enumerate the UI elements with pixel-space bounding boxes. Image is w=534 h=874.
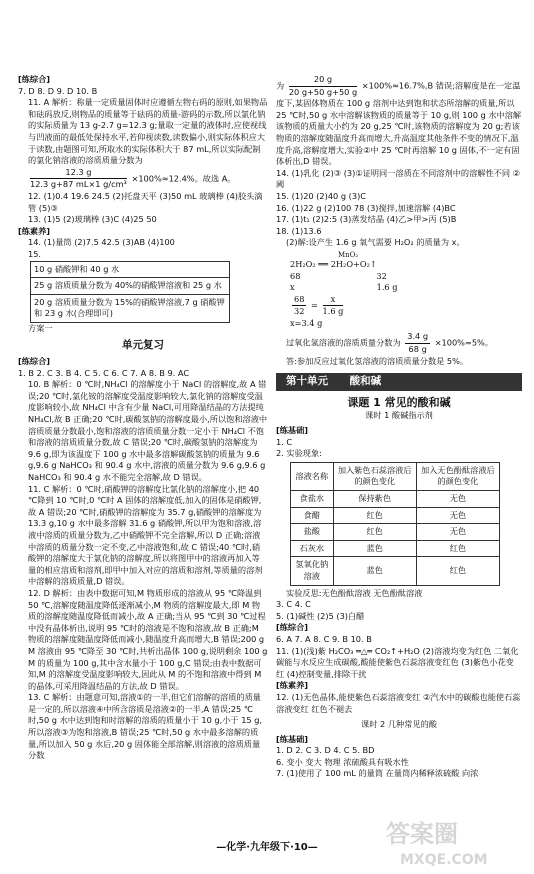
unit-number: 第十单元 bbox=[286, 375, 328, 388]
fraction: $\frac{3.4 g}{68 g}$ bbox=[407, 331, 429, 355]
answer-line: 实验反思:无色酚酞溶液 无色酚酞溶液 bbox=[286, 587, 423, 598]
svg-text:答案圈: 答案圈 bbox=[386, 820, 458, 848]
answer-paragraph: 10. B 解析：0 ℃时,NH₄Cl 的溶解度小于 NaCl 的溶解度,故 A 错误;20 ℃时,氯化铵的溶解度受温度影响较大,氯化钠的溶解度受温度影响较小,故 NH₄Cl 中含有少量 NaCl,可用降温结晶的方法提纯 NH₄Cl,故 B 正确;20 ℃时,碳酸氢钠的溶解度最小,所以饱和溶液中溶质质量分数最小,饱和溶液的溶质质量分数一定小于 NH₄Cl 不饱和溶液的溶质质量分数,故 C 错误;20 ℃时,碳酸氢钠的溶解度为 9.6 g,即为该温度下 100 g 水中最多溶解碳酸氢钠的质量为 9.6 g,9.6 g NaHCO₃ 和 90.4 g 水中,溶液的质量分数为 9.6 g,9.6 g NaHCO₃ 和 90.4 g 水不能完全溶解,故 D 错误。 bbox=[28, 379, 268, 482]
section-tag-basic: [练基础] bbox=[276, 425, 309, 436]
table-header: 加入无色酚酞溶液后的颜色变化 bbox=[416, 462, 499, 490]
equation-masses: 68 32 bbox=[290, 270, 387, 281]
table-cell: 25 g 溶质质量分数为 40%的硝酸钾溶液和 25 g 水 bbox=[31, 278, 230, 295]
answer-line: 答:参加反应过氧化氢溶液的溶质质量分数是 5%。 bbox=[286, 355, 469, 366]
solution-plan-table bbox=[30, 261, 230, 323]
answer-paragraph: 13. C 解析：由题意可知,溶液①的一半,但它们溶解的溶质的质量是一定的,所以溶液④中所含溶质是溶液②的一半,A 错误;25 ℃时,50 g 水中达到饱和时溶解的溶质的质量小于 10 g,小于 15 g,所以溶液③为饱和溶液,B 错误;25 ℃时,50 g 水中最多溶解的质量,所以加入 50 g 水后,20 g 固体能全部溶解,则溶液的溶质质量分数 bbox=[28, 692, 263, 761]
answer-line: 6. A 7. A 8. C 9. B 10. B bbox=[276, 633, 372, 644]
lesson-subtitle-2: 课时 2 几种常见的酸 bbox=[361, 719, 437, 730]
answer-line: 1. B 2. C 3. B 4. C 5. C 6. C 7. A 8. B 9. AC bbox=[18, 367, 190, 378]
answer-line: 14. (1)乳化 (2)③ (3)①证明同一溶质在不同溶剂中的溶解性不同 ②阈 bbox=[276, 167, 520, 190]
answer-line: 2. 实验现象: bbox=[276, 448, 322, 459]
plan-label: 方案一 bbox=[28, 322, 53, 333]
answer-line: 5. (1)碱性 (2)5 (3)白醋 bbox=[276, 610, 365, 621]
unit-title: 酸和碱 bbox=[349, 375, 382, 388]
answer-paragraph: 11. C 解析：0 ℃时,硝酸钾的溶解度比氯化钠的溶解度小,把 40 ℃降到 10 ℃时,0 ℃时 A 固体的溶解度低,加入的固体是硝酸钾,故 A 错误;20 ℃时,硝酸钾的溶解度为 35.7 g,硝酸钾的溶解度为 13.3 g,10 g 水中最多溶解 31.6 g 硝酸钾,所以甲为饱和溶液,溶液中溶质的质量分数为,乙中硝酸钾不完全溶解,所以 D 正确;溶液中溶质的质量分数一定不变,乙中溶液饱和,故 C 错误;40 ℃时,硝酸钾的溶解度大于氯化钠的溶解度,所以将图甲中的溶液再加入等量的相应溶质和溶剂,即甲中加入对应的溶质和溶剂,等质量的溶剂中溶解的溶质质量,D 错误。 bbox=[28, 483, 263, 587]
section-tag-practice: [练综合] bbox=[18, 356, 51, 367]
table-header: 加入紫色石蕊溶液后的颜色变化 bbox=[333, 462, 416, 490]
table-row: 盐酸 红色 无色 bbox=[291, 524, 500, 541]
table-cell: 20 g 溶质质量分数为 15%的硝酸钾溶液,7 g 硝酸钾和 23 g 水(合理即可) bbox=[31, 294, 230, 322]
section-tag-practice: [练综合] bbox=[18, 74, 51, 84]
formula-line: 过氧化氢溶液的溶质质量分数为 $\frac{3.4 g}{68 g}$ ×100%=5%。 bbox=[286, 331, 493, 355]
catalyst-label: MnO₂ bbox=[338, 250, 359, 259]
answer-line: 16. (1)22 g (2)100 78 (3)搅拌,加速溶解 (4)BC bbox=[276, 202, 456, 213]
unit-review-heading: 单元复习 bbox=[122, 339, 164, 352]
right-column bbox=[276, 74, 522, 780]
answer-paragraph: 12. (1)无色晶体,能使紫色石蕊溶液变红 ②汽水中的碳酸也能使石蕊溶液变红 红色不褪去 bbox=[276, 691, 521, 714]
section-tag-literacy: [练素养] bbox=[276, 680, 309, 691]
answer-line: 3. C 4. C bbox=[276, 599, 311, 610]
equation-line: 2H₂O₂ ══ 2H₂O+O₂↑ bbox=[290, 258, 377, 269]
answer-line: 7. D 8. D 9. D 10. B bbox=[18, 85, 98, 96]
chemical-equation bbox=[276, 251, 522, 330]
answer-line: 1. D 2. C 3. D 4. C 5. BD bbox=[276, 745, 375, 756]
table-row: 食醋 红色 无色 bbox=[291, 507, 500, 524]
table-row: 氢氧化钠溶液 蓝色 红色 bbox=[291, 557, 500, 585]
result-line: x=3.4 g bbox=[290, 317, 323, 328]
section-tag-literacy: [练素养] bbox=[18, 225, 51, 236]
answer-paragraph: 11. (1)(浅)紫 H₂CO₃ ═△═ CO₂↑+H₂O (2)溶液均变为红色 二氧化碳能与水反应生成碳酸,酸能使紫色石蕊溶液变红色 (3)紫色小花变红 (4)控制变量,排除干扰 bbox=[276, 645, 519, 679]
answer-line: 14. (1)量筒 (2)7.5 42.5 (3)AB (4)100 bbox=[28, 237, 175, 248]
answer-paragraph: 11. A 解析：称量一定质量固体时应遵循左物右码的原则,如果物品和砝码放反,则物品的质量等于砝码的质量-游码的示数,所以氯化钠的实际质量为 13 g-2.7 g=12.3 g;量取一定量的液体时,应使视线与凹液面的最低处保持水平,若仰视读数,读数偏小,则实际体积应大于读数,由题图可知,所取水的实际体积大于 87 mL,所以实际配制的氯化钠溶液的溶质质量分数为 bbox=[28, 97, 268, 166]
section-tag-practice: [练综合] bbox=[276, 622, 309, 633]
watermark-logo bbox=[380, 812, 528, 870]
answer-paragraph: 12. D 解析：由表中数据可知,M 物质形成的溶液从 95 ℃降温到 50 ℃,溶解度随温度降低逐渐减小,M 物质的溶解度最大,即 M 物质的溶解度随温度降低而减小,故 A 正确;当从 95 ℃到 30 ℃过程中没有晶体析出,说明 95 ℃时的溶液是不饱和溶液,故 B 正确;M 物质的溶解度随温度降低而减小,随温度升高而增大,B 错误;200 g M 溶液由 95 ℃降至 30 ℃时,共析出晶体 100 g,说明剩余 100 g M 的质量为 100 g,其中含水量小于 100 g,C 错误;由表中数据可知,M 的溶解度受温度影响较大,因此从 M 的不饱和溶液中得到 M 的晶体,可采用降温结晶的方法,故 D 错误。 bbox=[28, 587, 268, 691]
table-cell: 10 g 硝酸钾和 40 g 水 bbox=[31, 261, 230, 278]
answer-line: 7. (1)使用了 100 mL 的量筒 在量筒内稀释浓硫酸 向浓 bbox=[276, 768, 479, 779]
equation-quantities: x 1.6 g bbox=[290, 282, 398, 293]
section-tag-basic: [练基础] bbox=[276, 733, 309, 744]
fraction: $\frac{20 g}{20 g+50 g+50 g}$ bbox=[288, 74, 358, 97]
answer-line: 15. bbox=[28, 248, 42, 259]
fraction: $\frac{12.3 g}{\text{12.3 g+87 mL×1 g/cm³}}$ bbox=[30, 166, 127, 190]
answer-line: 1. C bbox=[276, 436, 293, 447]
answer-line: (2)解:设产生 1.6 g 氧气需要 H₂O₂ 的质量为 x。 bbox=[286, 237, 465, 248]
answer-line: 17. (1)t₁ (2)2:5 (3)蒸发结晶 (4)乙>甲>丙 (5)B bbox=[276, 214, 457, 225]
answer-line: 18. (1)13.6 bbox=[276, 225, 322, 236]
lesson-title: 课题 1 常见的酸和碱 bbox=[347, 395, 451, 409]
answer-line: 15. (1)20 (2)40 g (3)C bbox=[276, 190, 366, 201]
formula-line: $\frac{12.3 g}{\text{12.3 g+87 mL×1 g/cm³}}$ ×100%≈12.4%。故选 A。 bbox=[30, 166, 236, 190]
answer-line: 12. (1)0.4 19.6 24.5 (2)托盘天平 (3)50 mL 玻璃棒 (4)胶头滴管 (5)③ bbox=[28, 190, 263, 213]
table-row: 食盐水 保持紫色 无色 bbox=[291, 491, 500, 508]
unit-banner bbox=[276, 373, 522, 391]
answer-line: 6. 变小 变大 物理 浓硫酸具有吸水性 bbox=[276, 756, 409, 767]
svg-text:MXQE.COM: MXQE.COM bbox=[400, 852, 488, 868]
left-column bbox=[18, 74, 268, 762]
table-row: 石灰水 蓝色 红色 bbox=[291, 540, 500, 557]
formula-line: 为 $\frac{20 g}{20 g+50 g+50 g}$ ×100%≈16.7%,B 错误;溶解度是在一定温度下,某固体物质在 100 g 溶剂中达到饱和状态所溶解的质量,所以 25 ℃时,50 g 水中溶解该物质的质量等于 10 g,则 100 g 水中溶解该物质的质量大小约为 20 g,25 ℃时,该物质的溶解度为 20 g;若该物质的溶解度随温度升高而增大,升高温度其他条件不变的情况下,温度升高,溶解度增大,实验②中 25 ℃时再溶解 10 g 固体,不一定有固体析出,D 错误。 bbox=[276, 74, 522, 167]
page-footer: —化学·九年级下·10— bbox=[216, 842, 318, 853]
indicator-table bbox=[290, 462, 500, 586]
proportion: $\frac{68}{32}$ = $\frac{x}{1.6 g}$ bbox=[294, 293, 344, 317]
table-header: 溶液名称 bbox=[291, 462, 334, 490]
answer-line: 13. (1)5 (2)玻璃棒 (3)C (4)25 50 bbox=[28, 214, 157, 225]
lesson-subtitle: 课时 1 酸碱指示剂 bbox=[365, 410, 433, 421]
